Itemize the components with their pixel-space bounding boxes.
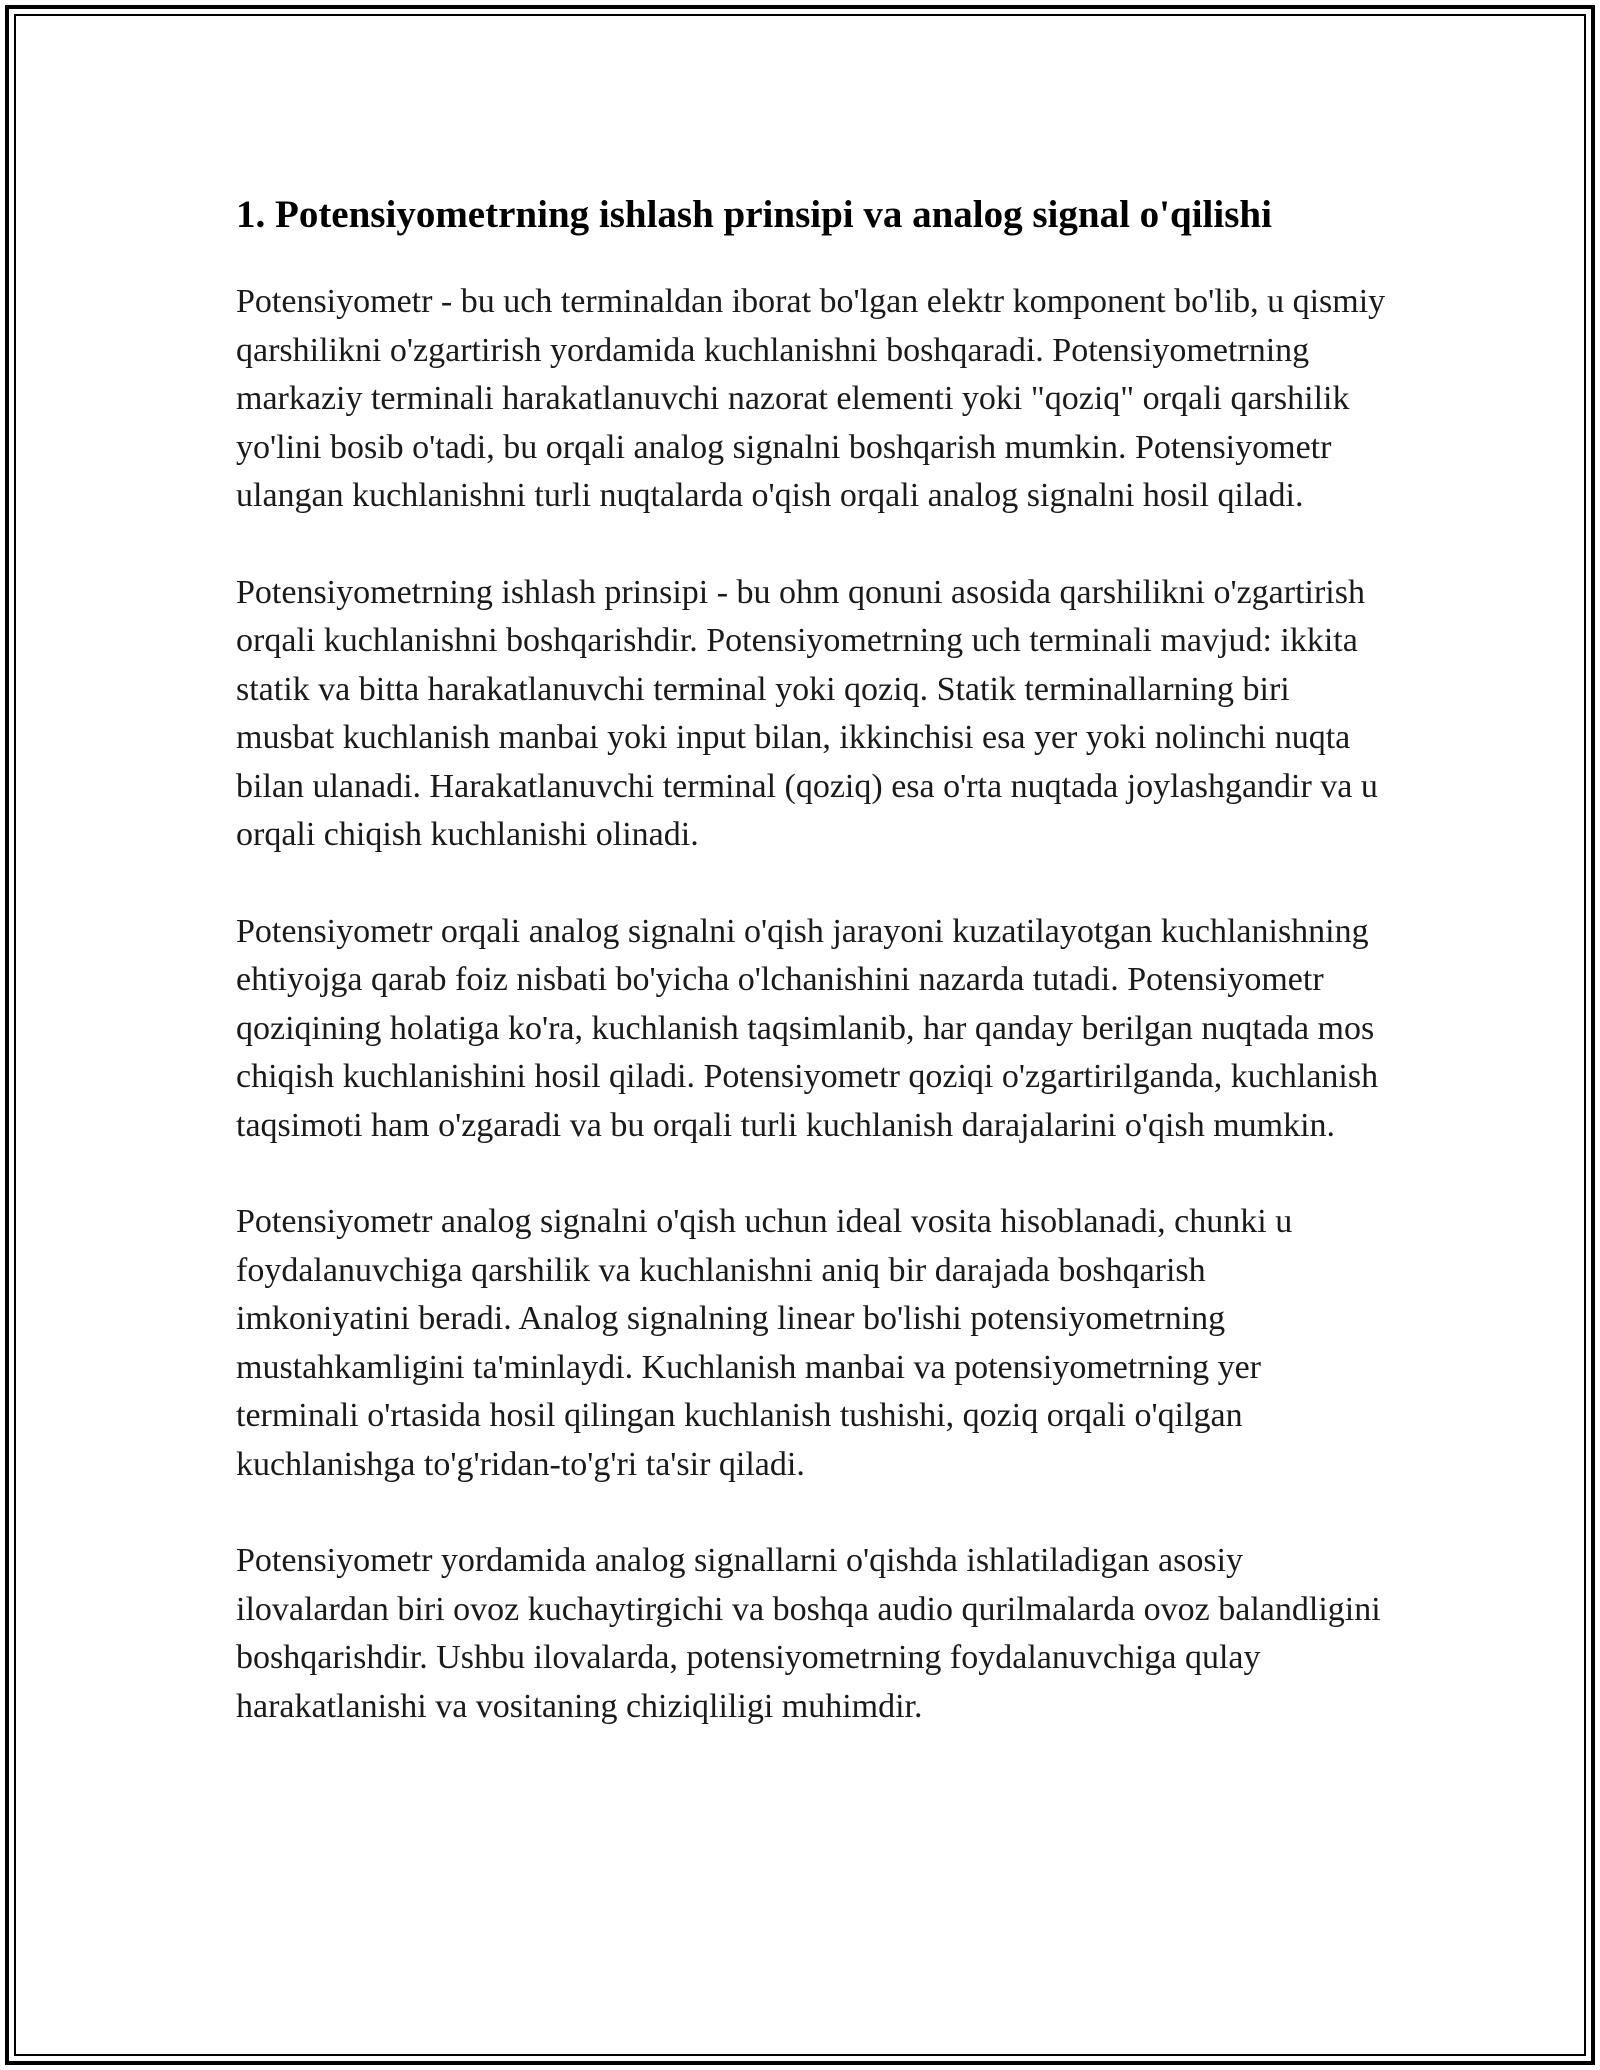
paragraph-1: Potensiyometr - bu uch terminaldan iborat bo'lgan elektr komponent bo'lib, u qismiy qarshilikni o'zgartirish yordamida kuchlanishni boshqaradi. Potensiyometrning markaziy terminali harakatlanuvchi nazorat elementi yoki "qoziq" orqali qarshilik yo'lini bosib o'tadi, bu orqali analog signalni boshqarish mumkin. Potensiyometr ulangan kuchlanishni turli nuqtalarda o'qish orqali analog signalni hosil qiladi. (236, 283, 1386, 514)
paragraph-3: Potensiyometr orqali analog signalni o'qish jarayoni kuzatilayotgan kuchlanishning ehtiyojga qarab foiz nisbati bo'yicha o'lchanishini nazarda tutadi. Potensiyometr qoziqining holatiga ko'ra, kuchlanish taqsimlanib, har qanday berilgan nuqtada mos chiqish kuchlanishini hosil qiladi. Potensiyometr qoziqi o'zgartirilganda, kuchlanish taqsimoti ham o'zgaradi va bu orqali turli kuchlanish darajalarini o'qish mumkin. (236, 912, 1379, 1144)
document-body (236, 182, 1386, 1779)
paragraph-5: Potensiyometr yordamida analog signallarni o'qishda ishlatiladigan asosiy ilovalardan biri ovoz kuchaytirgichi va boshqa audio qurilmalarda ovoz balandligini boshqarishdir. Ushbu ilovalarda, potensiyometrning foydalanuvchiga qulay harakatlanishi va vositaning chiziqliligi muhimdir. (236, 1542, 1381, 1725)
paragraph-4: Potensiyometr analog signalni o'qish uchun ideal vosita hisoblanadi, chunki u foydalanuvchiga qarshilik va kuchlanishni aniq bir darajada boshqarish imkoniyatini beradi. Analog signalning linear bo'lishi potensiyometrning mustahkamligini ta'minlaydi. Kuchlanish manbai va potensiyometrning yer terminali o'rtasida hosil qilingan kuchlanish tushishi, qoziq orqali o'qilgan kuchlanishga to'g'ridan-to'g'ri ta'sir qiladi. (236, 1203, 1293, 1483)
section-heading: 1. Potensiyometrning ishlash prinsipi va analog signal o'qilishi (236, 193, 1272, 236)
paragraph-2: Potensiyometrning ishlash prinsipi - bu ohm qonuni asosida qarshilikni o'zgartirish orqali kuchlanishni boshqarishdir. Potensiyometrning uch terminali mavjud: ikkita statik va bitta harakatlanuvchi terminal yoki qoziq. Statik terminallarning biri musbat kuchlanish manbai yoki input bilan, ikkinchisi esa yer yoki nolinchi nuqta bilan ulanadi. Harakatlanuvchi terminal (qoziq) esa o'rta nuqtada joylashgandir va u orqali chiqish kuchlanishi olinadi. (236, 573, 1378, 853)
